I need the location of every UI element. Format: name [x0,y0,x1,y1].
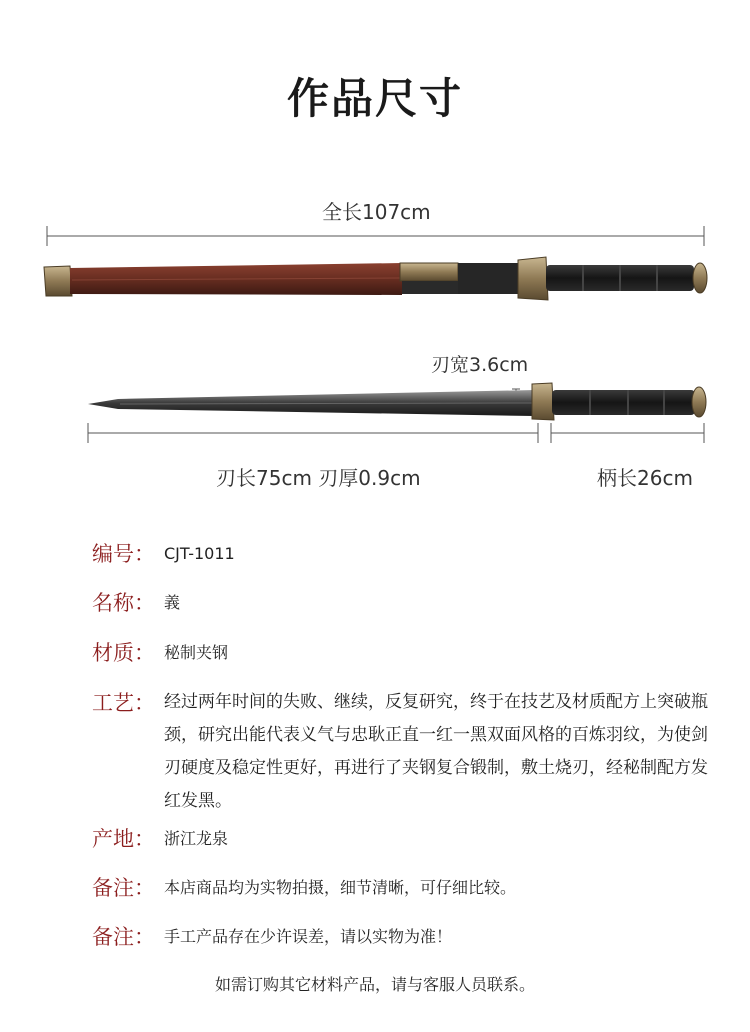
blade-width-label: 刃宽3.6cm [431,354,529,376]
total-length-label: 全长107cm [322,200,431,224]
spec-row-note-2 [92,924,452,950]
spec-label: 备注： [92,876,155,900]
spec-row-material [92,640,228,666]
blade-length-label: 刃长75cm 刃厚0.9cm [216,466,421,490]
spec-label: 工艺： [92,691,155,715]
spec-value: 经过两年时间的失败、继续，反复研究，终于在技艺及材质配方上突破瓶颈，研究出能代表义气与忠耿正直一红一黑双面风格的百炼羽纹，为使剑刃硬度及稳定性更好，再进行了夹钢复合锻制，敷土烧刃，经秘制配方发红发黑。 [164,692,708,811]
blade-handle-length-lines [88,423,704,443]
spec-label: 备注： [92,925,155,949]
total-length-line [47,226,704,246]
handle-length-label: 柄长26cm [597,466,693,490]
spec-row-craft [92,690,717,818]
spec-label: 编号： [92,542,155,566]
scabbarded-sword [44,257,707,300]
spec-row-origin [92,826,228,852]
spec-row-code [92,541,235,567]
contact-footer: 如需订购其它材料产品，请与客服人员联系。 [214,975,535,994]
spec-row-name [92,590,180,616]
spec-value: 手工产品存在少许误差，请以实物为准！ [164,927,453,946]
unsheathed-sword [88,383,706,420]
spec-label: 名称： [92,591,155,615]
spec-value: 秘制夹钢 [164,643,229,662]
spec-value: CJT-1011 [164,544,235,563]
spec-row-note-1 [92,875,516,901]
spec-value: 義 [164,593,181,612]
spec-label: 材质： [92,641,155,665]
spec-label: 产地： [92,827,155,851]
spec-value: 本店商品均为实物拍摄，细节清晰，可仔细比较。 [164,878,517,897]
page-title: 作品尺寸 [286,74,463,123]
spec-value: 浙江龙泉 [164,829,229,848]
